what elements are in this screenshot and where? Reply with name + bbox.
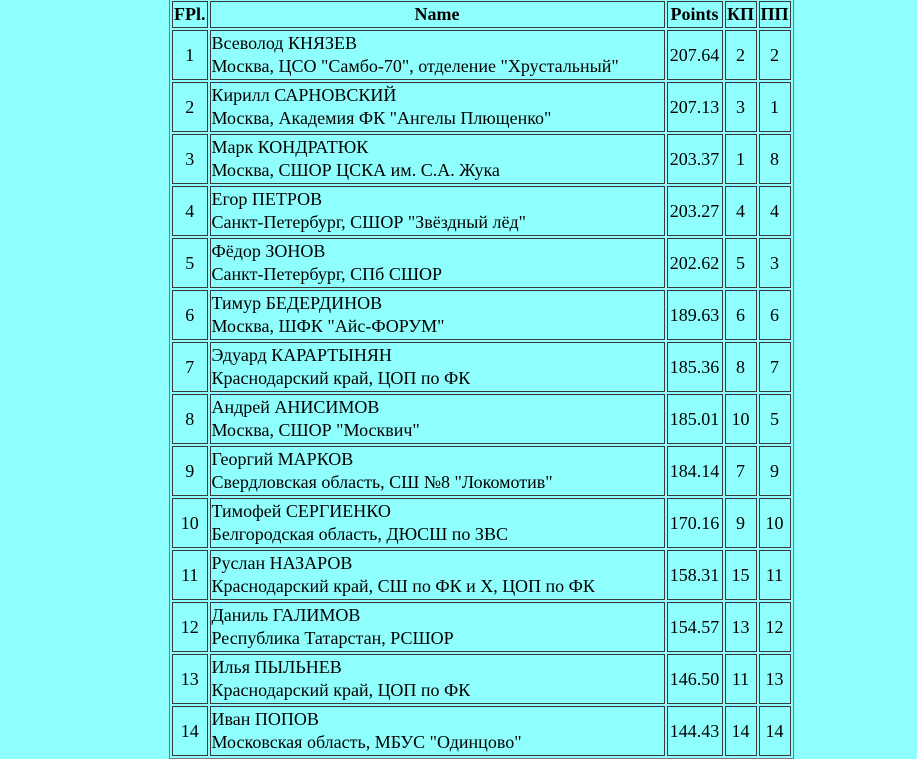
table-row xyxy=(172,498,791,548)
short-program-place-cell: 3 xyxy=(725,82,757,132)
short-program-place-cell: 2 xyxy=(725,30,757,80)
skater-club: Белгородская область, ДЮСШ по ЗВС xyxy=(211,524,508,544)
header-place: FPl. xyxy=(172,1,208,28)
points-cell: 154.57 xyxy=(667,602,723,652)
header-row xyxy=(172,1,791,28)
points-cell: 207.13 xyxy=(667,82,723,132)
free-skating-place-cell: 13 xyxy=(759,654,791,704)
skater-cell xyxy=(210,30,665,80)
short-program-place-cell: 8 xyxy=(725,342,757,392)
skater-club: Москва, Академия ФК "Ангелы Плющенко" xyxy=(211,108,552,128)
short-program-place-cell: 6 xyxy=(725,290,757,340)
points-cell: 184.14 xyxy=(667,446,723,496)
table-row xyxy=(172,602,791,652)
skater-name: Тимофей СЕРГИЕНКО xyxy=(211,501,391,521)
free-skating-place-cell: 10 xyxy=(759,498,791,548)
table-row xyxy=(172,186,791,236)
skater-club: Москва, СШОР "Москвич" xyxy=(211,420,420,440)
skater-name: Даниль ГАЛИМОВ xyxy=(211,605,361,625)
table-row xyxy=(172,30,791,80)
place-cell: 8 xyxy=(172,394,208,444)
place-cell: 4 xyxy=(172,186,208,236)
free-skating-place-cell: 11 xyxy=(759,550,791,600)
skater-name: Всеволод КНЯЗЕВ xyxy=(211,33,357,53)
skater-name: Фёдор ЗОНОВ xyxy=(211,241,326,261)
points-cell: 203.37 xyxy=(667,134,723,184)
free-skating-place-cell: 7 xyxy=(759,342,791,392)
points-cell: 202.62 xyxy=(667,238,723,288)
table-row xyxy=(172,82,791,132)
points-cell: 170.16 xyxy=(667,498,723,548)
points-cell: 189.63 xyxy=(667,290,723,340)
header-points: Points xyxy=(667,1,723,28)
free-skating-place-cell: 4 xyxy=(759,186,791,236)
place-cell: 7 xyxy=(172,342,208,392)
place-cell: 14 xyxy=(172,706,208,756)
place-cell: 10 xyxy=(172,498,208,548)
place-cell: 1 xyxy=(172,30,208,80)
free-skating-place-cell: 14 xyxy=(759,706,791,756)
table-row xyxy=(172,550,791,600)
short-program-place-cell: 4 xyxy=(725,186,757,236)
short-program-place-cell: 14 xyxy=(725,706,757,756)
skater-cell xyxy=(210,342,665,392)
skater-club: Москва, СШОР ЦСКА им. С.А. Жука xyxy=(211,160,500,180)
short-program-place-cell: 11 xyxy=(725,654,757,704)
table-row xyxy=(172,654,791,704)
short-program-place-cell: 10 xyxy=(725,394,757,444)
skater-cell xyxy=(210,82,665,132)
results-body xyxy=(172,30,791,756)
skater-cell xyxy=(210,498,665,548)
table-row xyxy=(172,446,791,496)
header-free-skating: ПП xyxy=(759,1,791,28)
skater-club: Краснодарский край, СШ по ФК и Х, ЦОП по ФК xyxy=(211,576,595,596)
skater-name: Георгий МАРКОВ xyxy=(211,449,354,469)
skater-name: Илья ПЫЛЬНЕВ xyxy=(211,657,342,677)
skater-club: Московская область, МБУС "Одинцово" xyxy=(211,732,522,752)
skater-club: Свердловская область, СШ №8 "Локомотив" xyxy=(211,472,553,492)
free-skating-place-cell: 5 xyxy=(759,394,791,444)
skater-cell xyxy=(210,446,665,496)
skater-club: Москва, ЦСО "Самбо-70", отделение "Хрустальный" xyxy=(211,56,619,76)
skater-club: Краснодарский край, ЦОП по ФК xyxy=(211,368,471,388)
place-cell: 2 xyxy=(172,82,208,132)
table-row xyxy=(172,238,791,288)
free-skating-place-cell: 3 xyxy=(759,238,791,288)
skater-cell xyxy=(210,186,665,236)
place-cell: 9 xyxy=(172,446,208,496)
points-cell: 158.31 xyxy=(667,550,723,600)
table-row xyxy=(172,342,791,392)
short-program-place-cell: 5 xyxy=(725,238,757,288)
free-skating-place-cell: 12 xyxy=(759,602,791,652)
skater-cell xyxy=(210,134,665,184)
skater-name: Тимур БЕДЕРДИНОВ xyxy=(211,293,383,313)
free-skating-place-cell: 1 xyxy=(759,82,791,132)
skater-name: Иван ПОПОВ xyxy=(211,709,319,729)
skater-club: Москва, ШФК "Айс-ФОРУМ" xyxy=(211,316,445,336)
table-row xyxy=(172,394,791,444)
short-program-place-cell: 15 xyxy=(725,550,757,600)
skater-cell xyxy=(210,238,665,288)
skater-name: Кирилл САРНОВСКИЙ xyxy=(211,85,397,105)
place-cell: 5 xyxy=(172,238,208,288)
header-name: Name xyxy=(210,1,665,28)
points-cell: 185.36 xyxy=(667,342,723,392)
skater-cell xyxy=(210,654,665,704)
skater-name: Марк КОНДРАТЮК xyxy=(211,137,369,157)
skater-club: Санкт-Петербург, СШОР "Звёздный лёд" xyxy=(211,212,526,232)
points-cell: 144.43 xyxy=(667,706,723,756)
skater-club: Санкт-Петербург, СПб СШОР xyxy=(211,264,443,284)
place-cell: 12 xyxy=(172,602,208,652)
skater-cell xyxy=(210,290,665,340)
skater-club: Краснодарский край, ЦОП по ФК xyxy=(211,680,471,700)
skater-cell xyxy=(210,550,665,600)
place-cell: 3 xyxy=(172,134,208,184)
short-program-place-cell: 1 xyxy=(725,134,757,184)
points-cell: 146.50 xyxy=(667,654,723,704)
place-cell: 11 xyxy=(172,550,208,600)
free-skating-place-cell: 9 xyxy=(759,446,791,496)
free-skating-place-cell: 8 xyxy=(759,134,791,184)
short-program-place-cell: 9 xyxy=(725,498,757,548)
skater-club: Республика Татарстан, РСШОР xyxy=(211,628,454,648)
skater-name: Руслан НАЗАРОВ xyxy=(211,553,353,573)
skater-cell xyxy=(210,706,665,756)
free-skating-place-cell: 2 xyxy=(759,30,791,80)
skater-name: Егор ПЕТРОВ xyxy=(211,189,323,209)
points-cell: 185.01 xyxy=(667,394,723,444)
results-table xyxy=(169,0,794,759)
table-row xyxy=(172,134,791,184)
skater-cell xyxy=(210,602,665,652)
header-short-program: КП xyxy=(725,1,757,28)
table-row xyxy=(172,706,791,756)
skater-name: Эдуард КАРАРТЫНЯН xyxy=(211,345,392,365)
table-row xyxy=(172,290,791,340)
short-program-place-cell: 7 xyxy=(725,446,757,496)
free-skating-place-cell: 6 xyxy=(759,290,791,340)
place-cell: 13 xyxy=(172,654,208,704)
short-program-place-cell: 13 xyxy=(725,602,757,652)
place-cell: 6 xyxy=(172,290,208,340)
points-cell: 207.64 xyxy=(667,30,723,80)
skater-name: Андрей АНИСИМОВ xyxy=(211,397,380,417)
skater-cell xyxy=(210,394,665,444)
points-cell: 203.27 xyxy=(667,186,723,236)
